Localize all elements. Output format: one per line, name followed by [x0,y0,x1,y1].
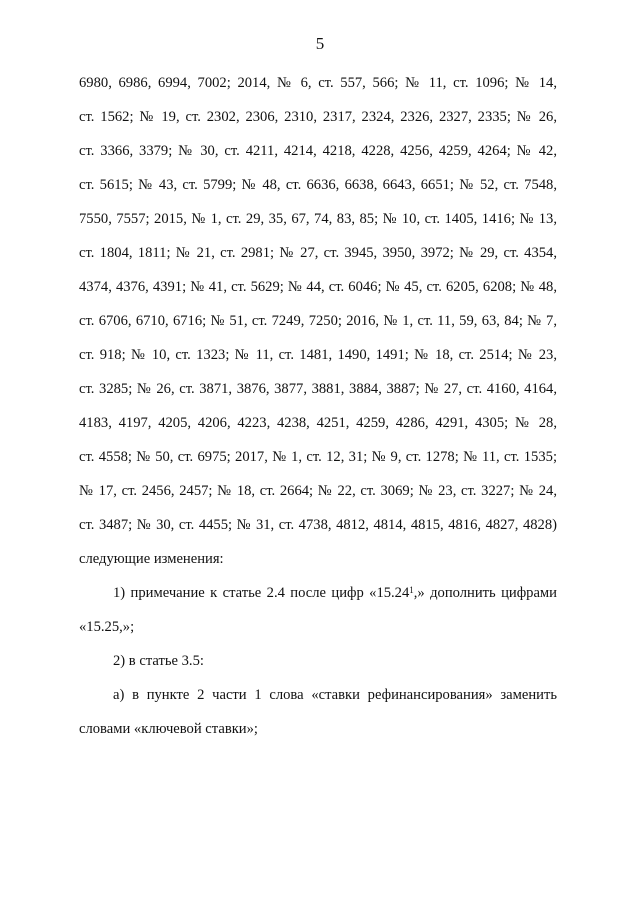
text-line: ст. 1804, 1811; № 21, ст. 2981; № 27, ст. 3945, 3950, 3972; № 29, ст. 4354, [79,245,557,261]
page-number: 5 [315,34,325,53]
text-line: ст. 6706, 6710, 6716; № 51, ст. 7249, 7250; 2016, № 1, ст. 11, 59, 63, 84; № 7, [79,313,557,329]
amendment-item-1-before: 1) примечание к статье 2.4 после цифр «15.24 [113,585,410,601]
amendment-item-1-continuation: «15.25,»; [79,619,135,635]
text-line: ст. 4558; № 50, ст. 6975; 2017, № 1, ст. 12, 31; № 9, ст. 1278; № 11, ст. 1535; [79,449,557,465]
text-line: 6980, 6986, 6994, 7002; 2014, № 6, ст. 557, 566; № 11, ст. 1096; № 14, [79,75,557,91]
text-line: 4374, 4376, 4391; № 41, ст. 5629; № 44, ст. 6046; № 45, ст. 6205, 6208; № 48, [79,279,557,295]
text-line: ст. 3285; № 26, ст. 3871, 3876, 3877, 3881, 3884, 3887; № 27, ст. 4160, 4164, [79,381,557,397]
amendment-item-3-line1: а) в пункте 2 части 1 слова «ставки рефинансирования» заменить [113,687,557,703]
text-line: ст. 1562; № 19, ст. 2302, 2306, 2310, 2317, 2324, 2326, 2327, 2335; № 26, [79,109,557,125]
text-line: 7550, 7557; 2015, № 1, ст. 29, 35, 67, 74, 83, 85; № 10, ст. 1405, 1416; № 13, [79,211,557,227]
text-line: следующие изменения: [79,551,224,567]
text-line: 4183, 4197, 4205, 4206, 4223, 4238, 4251, 4259, 4286, 4291, 4305; № 28, [79,415,557,431]
text-line: № 17, ст. 2456, 2457; № 18, ст. 2664; № 22, ст. 3069; № 23, ст. 3227; № 24, [79,483,557,499]
amendment-item-1-after: ,» дополнить цифрами [413,585,557,601]
superscript: 1 [409,585,414,595]
amendment-item-1 [79,582,557,616]
amendment-item-3-line2: словами «ключевой ставки»; [79,721,258,737]
amendment-item-2: 2) в статье 3.5: [113,653,204,669]
text-line: ст. 3366, 3379; № 30, ст. 4211, 4214, 4218, 4228, 4256, 4259, 4264; № 42, [79,143,557,159]
text-line: ст. 5615; № 43, ст. 5799; № 48, ст. 6636, 6638, 6643, 6651; № 52, ст. 7548, [79,177,557,193]
text-line: ст. 918; № 10, ст. 1323; № 11, ст. 1481, 1490, 1491; № 18, ст. 2514; № 23, [79,347,557,363]
text-line: ст. 3487; № 30, ст. 4455; № 31, ст. 4738, 4812, 4814, 4815, 4816, 4827, 4828) [79,517,557,533]
document-body [79,72,557,752]
